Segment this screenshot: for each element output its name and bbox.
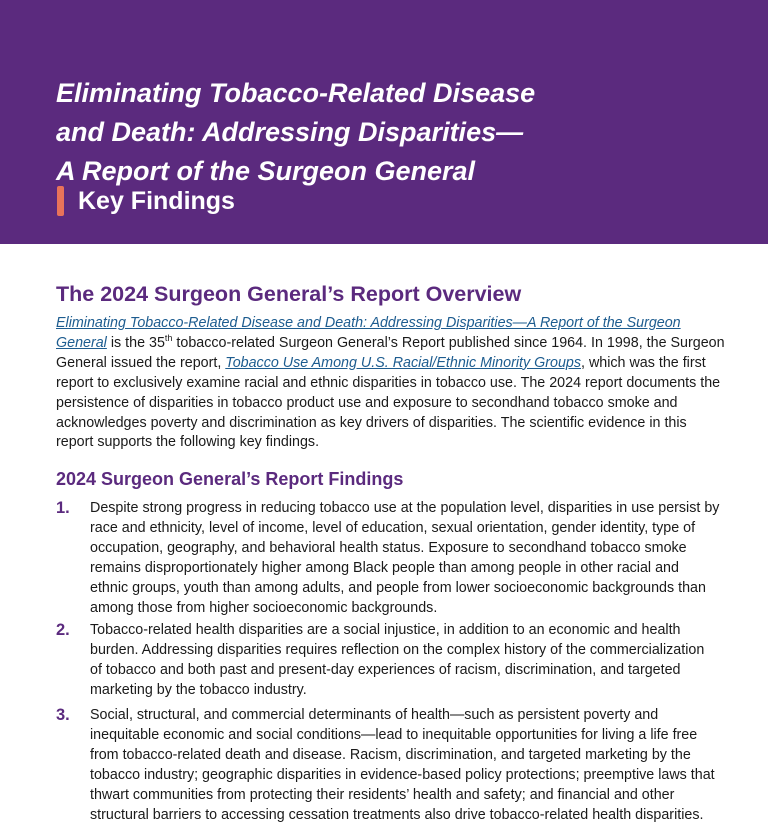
minority-groups-report-link[interactable]: Tobacco Use Among U.S. Racial/Ethnic Minority Groups [225,354,581,371]
overview-text: tobacco-related Surgeon General’s Report published since 1964. In 1998, the Surgeon General issued the report, [56,334,725,371]
report-title-line: A Report of the Surgeon General [56,156,476,186]
overview-heading: The 2024 Surgeon General’s Report Overview [56,282,522,306]
finding-text: Social, structural, and commercial determinants of health—such as persistent poverty and inequitable economic and social conditions—lead to inequitable opportunities for living a life free from tobacco-related death and disease. Racism, discrimination, and targeted marketing by the tobacco industry; geographic disparities in evidence-based policy protections; preemptive laws that thwart communities from protecting their residents’ health and safety; and financial and other structural barriers to accessing cessation treatments also drive tobacco-related health disparities. [90,707,715,823]
accent-bar [57,186,64,216]
overview-text: , which was the first report to exclusively examine racial and ethnic disparities in tobacco use. The 2024 report documents the persistence of disparities in tobacco product use and exposure to secondhand tobacco smoke and acknowledges poverty and discrimination as key drivers of disparities. The scientific evidence in this report supports the following key findings. [56,354,721,451]
header-banner [0,0,768,244]
finding-text: Tobacco-related health disparities are a social injustice, in addition to an economic and health burden. Addressing disparities requires reflection on the complex history of the commercialization of tobacco and both past and present-day experiences of racism, discrimination, and targeted marketing by the tobacco industry. [90,622,705,698]
report-title-line: Eliminating Tobacco-Related Disease [56,78,536,108]
findings-heading: 2024 Surgeon General’s Report Findings [56,469,404,489]
finding-number: 2. [56,621,70,639]
finding-number: 1. [56,499,70,517]
finding-text: Despite strong progress in reducing tobacco use at the population level, disparities in use persist by race and ethnicity, level of income, level of education, sexual orientation, gender identity, type of occupation, geography, and behavioral health status. Exposure to secondhand tobacco smoke remains disproportionately higher among Black people than among people in other racial and ethnic groups, youth than among adults, and people from lower socioeconomic backgrounds than among those from higher socioeconomic backgrounds. [90,500,720,616]
report-title-line: and Death: Addressing Disparities— [56,117,524,147]
overview-text: is the 35 [106,334,165,351]
key-findings-label: Key Findings [78,187,235,215]
overview-paragraph [56,314,726,453]
ordinal-suffix: th [164,333,173,344]
report-title [56,74,736,191]
report-link[interactable]: Eliminating Tobacco-Related Disease and Death: Addressing Disparities—A Report of the Surgeon General [56,315,681,351]
finding-number: 3. [56,706,70,724]
